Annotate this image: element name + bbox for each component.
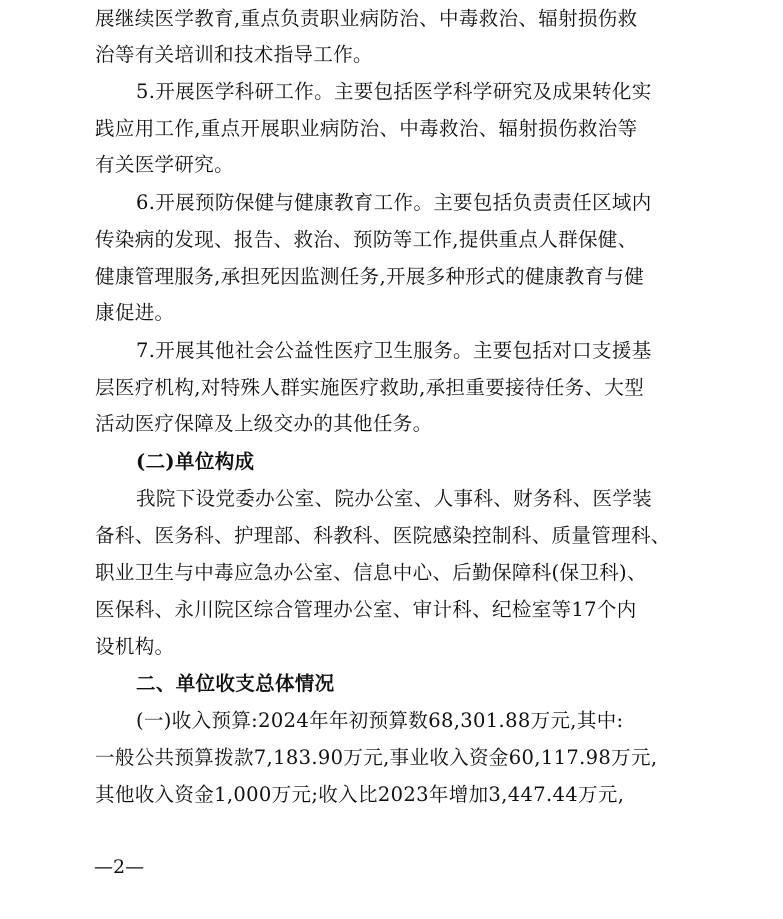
text-line: 我院下设党委办公室、院办公室、人事科、财务科、医学装	[136, 487, 653, 510]
text-line: 医保科、永川院区综合管理办公室、审计科、纪检室等17个内	[95, 598, 637, 621]
text-line: 活动医疗保障及上级交办的其他任务。	[95, 412, 433, 435]
text-line: 有关医学研究。	[95, 153, 234, 176]
text-line: 一般公共预算拨款7,183.90万元,事业收入资金60,117.98万元,	[95, 746, 658, 769]
text-line: 展继续医学教育,重点负责职业病防治、中毒救治、辐射损伤救	[95, 7, 638, 30]
text-line: 职业卫生与中毒应急办公室、信息中心、后勤保障科(保卫科)、	[95, 561, 647, 584]
text-line: 备科、医务科、护理部、科教科、医院感染控制科、质量管理科、	[95, 524, 671, 547]
text-line: 7.开展其他社会公益性医疗卫生服务。主要包括对口支援基	[136, 339, 652, 362]
text-line: 5.开展医学科研工作。主要包括医学科学研究及成果转化实	[136, 80, 652, 103]
page-number: —2—	[94, 856, 145, 878]
section-heading: 二、单位收支总体情况	[136, 672, 335, 695]
text-line: 践应用工作,重点开展职业病防治、中毒救治、辐射损伤救治等	[95, 117, 638, 140]
text-line: 健康管理服务,承担死因监测任务,开展多种形式的健康教育与健	[95, 265, 645, 288]
text-line: 其他收入资金1,000万元;收入比2023年增加3,447.44万元,	[95, 783, 625, 806]
text-line: 设机构。	[95, 635, 175, 658]
text-line: 层医疗机构,对特殊人群实施医疗救助,承担重要接待任务、大型	[95, 376, 645, 399]
text-line: 治等有关培训和技术指导工作。	[95, 43, 373, 66]
section-heading: (二)单位构成	[136, 450, 255, 473]
text-line: 康促进。	[95, 301, 175, 324]
text-line: (一)收入预算:2024年年初预算数68,301.88万元,其中:	[136, 709, 624, 732]
text-line: 6.开展预防保健与健康教育工作。主要包括负责责任区域内	[136, 191, 652, 214]
text-line: 传染病的发现、报告、救治、预防等工作,提供重点人群保健、	[95, 228, 638, 251]
